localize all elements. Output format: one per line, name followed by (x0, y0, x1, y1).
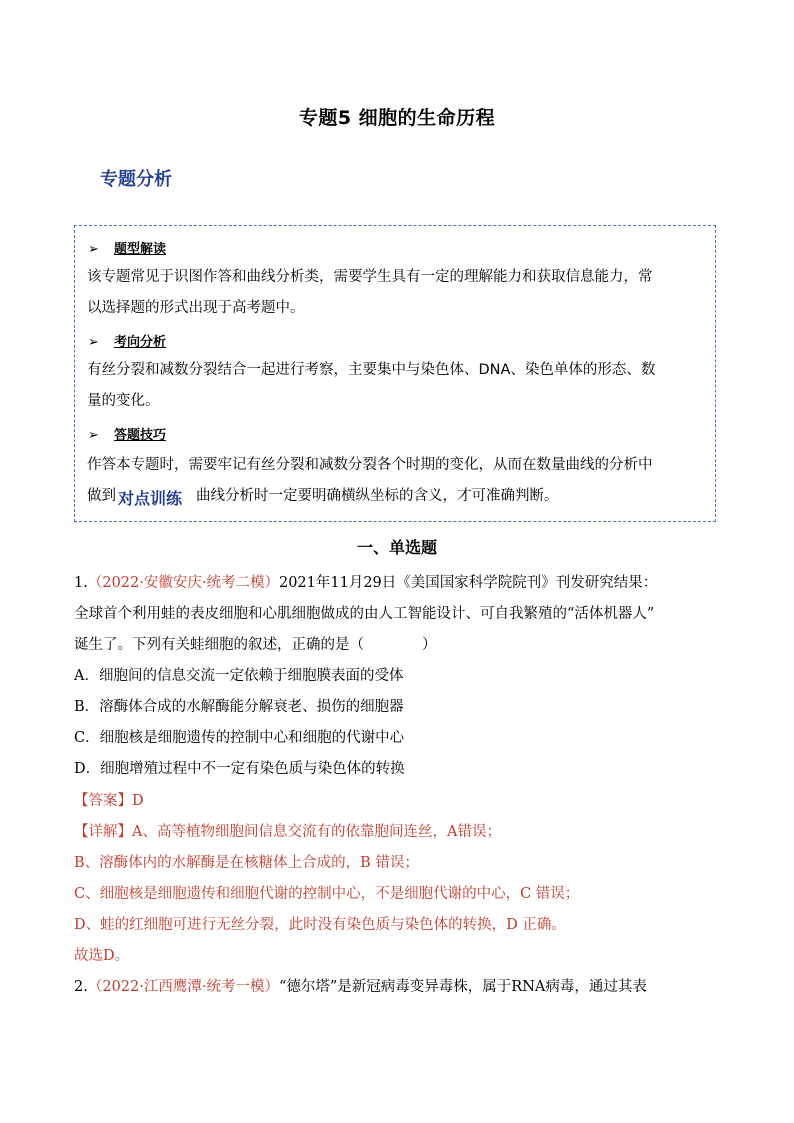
box-text-rest: 曲线分析时一定要明确横纵坐标的含义，才可准确判断。 (196, 488, 559, 504)
bullet-label: 考向分析 (114, 335, 167, 350)
box-text-line: 有丝分裂和减数分裂结合一起进行考察，主要集中与染色体、DNA、染色单体的形态、数 (87, 362, 656, 378)
arrow-bullet-icon: ➢ (88, 428, 99, 443)
detail-label: 【详解】 (74, 824, 132, 840)
answer-value: D (132, 793, 144, 809)
arrow-bullet-icon: ➢ (88, 335, 99, 350)
bullet-label: 题型解读 (114, 242, 167, 257)
question-1-line1 (74, 568, 657, 599)
question-source: （2022·江西鹰潭·统考一模） (87, 979, 279, 995)
question-stem-line: 全球首个利用蛙的表皮细胞和心肌细胞做成的由人工智能设计、可自我繁殖的“活体机器人” (74, 606, 655, 622)
bullet-item-skills (88, 424, 166, 443)
detail-line (74, 817, 501, 848)
answer-label: 【答案】 (74, 793, 132, 809)
bullet-item-direction (88, 331, 166, 350)
question-stem: “德尔塔”是新冠病毒变异毒株，属于RNA病毒，通过其表 (278, 979, 647, 995)
bullet-item-type (88, 238, 166, 257)
box-text-line: 以选择题的形式出现于高考题中。 (87, 300, 305, 316)
question-2-line1 (74, 972, 647, 1003)
option-d: D．细胞增殖过程中不一定有染色质与染色体的转换 (74, 761, 405, 777)
section-heading: 专题分析 (100, 169, 172, 190)
conclusion-line: 故选D。 (74, 948, 130, 964)
detail-line: D、蛙的红细胞可进行无丝分裂，此时没有染色质与染色体的转换，D 正确。 (74, 917, 566, 933)
answer-line (74, 786, 144, 817)
option-a: A．细胞间的信息交流一定依赖于细胞膜表面的受体 (74, 668, 404, 684)
question-number: 2. (74, 979, 88, 995)
option-b: B．溶酶体合成的水解酶能分解衰老、损伤的细胞器 (74, 699, 404, 715)
option-c: C．细胞核是细胞遗传的控制中心和细胞的代谢中心 (74, 730, 405, 746)
box-text-line: 作答本专题时，需要牢记有丝分裂和减数分裂各个时期的变化，从而在数量曲线的分析中 (87, 457, 653, 473)
part-heading: 一、单选题 (356, 538, 437, 557)
question-source: （2022·安徽安庆·统考二模） (87, 575, 279, 591)
detail-line: B、溶酶体内的水解酶是在核糖体上合成的，B 错误； (74, 855, 419, 871)
box-text-prefix: 做到 (87, 488, 116, 504)
bullet-label: 答题技巧 (114, 428, 167, 443)
question-stem-line: 诞生了。下列有关蛙细胞的叙述，正确的是（ ） (74, 637, 437, 653)
box-text-line: 量的变化。 (87, 393, 160, 409)
arrow-bullet-icon: ➢ (88, 242, 99, 257)
question-stem: 2021年11月29日《美国国家科学院院刊》刊发研究结果： (278, 575, 658, 591)
overlay-heading: 对点训练 (118, 489, 183, 508)
detail-text: A、高等植物细胞间信息交流有的依靠胞间连丝，A错误； (132, 824, 501, 840)
detail-line: C、细胞核是细胞遗传和细胞代谢的控制中心，不是细胞代谢的中心，C 错误； (74, 886, 580, 902)
page-title: 专题5 细胞的生命历程 (298, 107, 496, 129)
question-number: 1. (74, 575, 88, 591)
box-text-line: 该专题常见于识图作答和曲线分析类，需要学生具有一定的理解能力和获取信息能力，常 (87, 269, 653, 285)
